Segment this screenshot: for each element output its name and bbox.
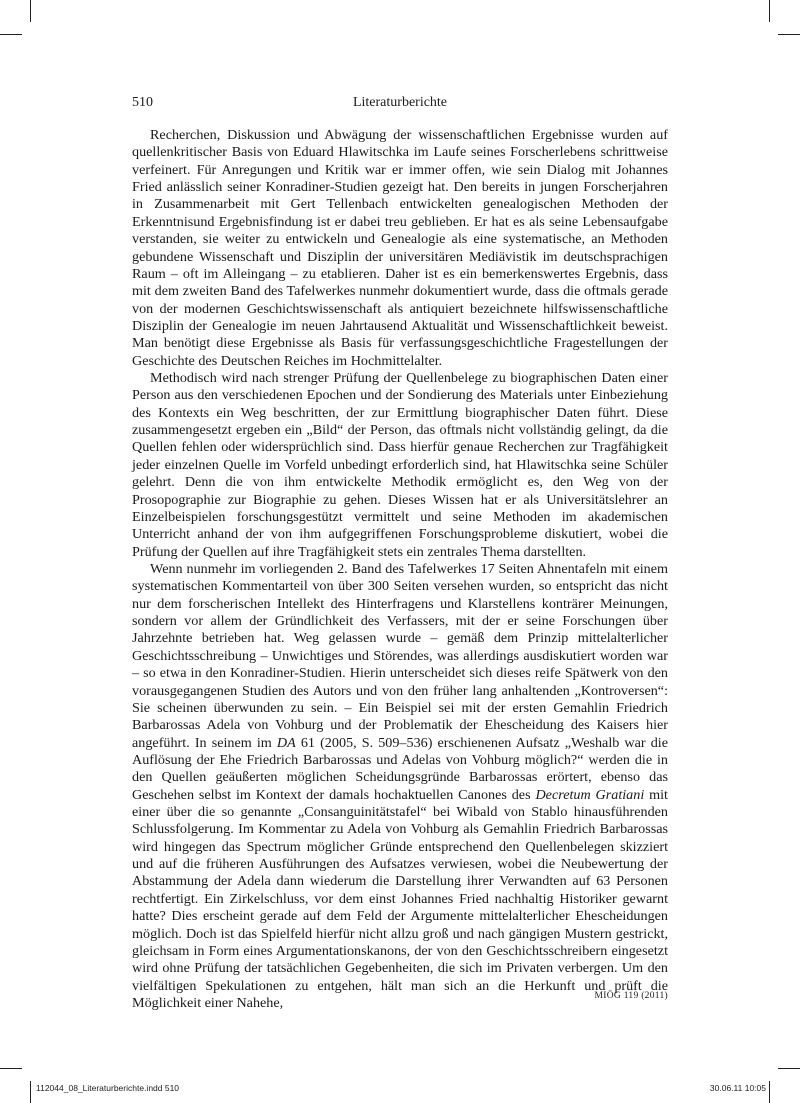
work-title: Decretum Gratiani bbox=[535, 786, 645, 803]
journal-footer: MIÖG 119 (2011) bbox=[594, 991, 668, 1001]
crop-mark bbox=[778, 1068, 800, 1069]
crop-mark bbox=[30, 1081, 31, 1103]
crop-mark bbox=[769, 1081, 770, 1103]
paragraph bbox=[132, 370, 668, 561]
paragraph-text: Wenn nunmehr im vorliegenden 2. Band des Tafelwerkes 17 Seiten Ahnentafeln mit einem systematischen Kommentarteil von über 300 Seiten versehen wurden, so entspricht das nicht nur dem forscherischen Intellekt des Hinterfragens und Klarstellens konträrer Meinungen, sondern vor allem der Gründlichkeit des Verfassers, mit der er seine Forschungen über Jahrzehnte betrieben hat. Weg gelassen wurde – gemäß dem Prinzip mittelalterlicher Geschichtsschreibung – Unwichtiges und Störendes, was allerdings ausdiskutiert worden war – so etwa in den Konradiner-Studien. Hierin unterscheidet sich dieses reife Spätwerk von den vorausgegangenen Studien des Autors und von den früher lang anhaltenden „Kontroversen“: Sie scheinen überwunden zu sein. – Ein Beispiel sei mit der ersten Gemahlin Friedrich Barbarossas Adela von Vohburg und der Problematik der Ehescheidung des Kaisers hier angeführt. In seinem im bbox=[132, 560, 668, 751]
crop-mark bbox=[30, 0, 31, 22]
page-number: 510 bbox=[132, 95, 153, 110]
crop-mark bbox=[0, 1068, 22, 1069]
journal-abbrev: DA bbox=[276, 734, 296, 751]
paragraph bbox=[132, 127, 668, 370]
paragraph-text: mit einer über die so genannte „Consanguinitätstafel“ bei Wibald von Stablo hinausführenden Schlussfolgerung. Im Kommentar zu Adela von Vohburg als Gemahlin Friedrich Barbarossas wird hingegen das Spectrum möglicher Gründe entsprechend den Quellenbelegen skizziert und auf die früheren Ausführungen des Aufsatzes verwiesen, wobei die Neubewertung der Abstammung der Adela dann wiederum die Darstellung ihrer Verwandten auf 63 Personen rechtfertigt. Ein Zirkelschluss, vor dem einst Johannes Fried nachhaltig Historiker gewarnt hatte? Dies erscheint gerade auf dem Feld der Argumente mittelalterlicher Ehescheidungen möglich. Doch ist das Spielfeld hierfür nicht allzu groß und nach gängigen Mustern gestrickt, gleichsam in Form eines Argumentationskanons, der von den Geschichtsschreibern eingesetzt wird ohne Prüfung der tatsächlichen Gegebenheiten, die sich im Privaten verbergen. Um den vielfältigen Spekulationen zu entgehen, hält man sich an die Herkunft und prüft die Möglichkeit einer Nahehe, bbox=[132, 786, 668, 1011]
slug-datetime: 30.06.11 10:05 bbox=[709, 1083, 766, 1093]
slug-filename: 112044_08_Literaturberichte.indd 510 bbox=[36, 1083, 180, 1093]
paragraph-text: 61 (2005, S. 509–536) erschienenen Aufsatz „Weshalb war die Auflösung der Ehe Friedrich Barbarossas und Adelas von Vohburg möglich?“ werden die in den Quellen geäußerten möglichen Scheidungsgründe Barbarossas erörtert, ebenso das Geschehen selbst im Kontext der damals hochaktuellen Canones des bbox=[132, 734, 669, 803]
running-header bbox=[132, 95, 668, 115]
running-title: Literaturberichte bbox=[352, 95, 448, 110]
crop-mark bbox=[0, 34, 22, 35]
crop-mark bbox=[769, 0, 770, 22]
paragraph-text: Recherchen, Diskussion und Abwägung der wissenschaftlichen Ergebnisse wurden auf quellenkritischer Basis von Eduard Hlawitschka im Laufe seines Forscherlebens schrittweise verfeinert. Für Anregungen und Kritik war er immer offen, wie sein Dialog mit Johannes Fried anlässlich seiner Konradiner-Studien gezeigt hat. Den bereits in jungen Forscherjahren in Zusammenarbeit mit Gert Tellenbach entwickelten genealogischen Methoden der Erkenntnisund Ergebnisfindung ist er dabei treu geblieben. Er hat es als seine Lebensaufgabe verstanden, sie weiter zu entwickeln und Genealogie als eine systematische, an Methoden gebundene Wissenschaft und Disziplin der universitären Mediävistik im deutschsprachigen Raum – oft im Alleingang – zu etablieren. Daher ist es ein bemerkenswertes Ergebnis, dass mit dem zweiten Band des Tafelwerkes nunmehr dokumentiert wurde, dass die oftmals gerade von der modernen Geschichtswissenschaft als antiquiert bezeichnete hilfswissenschaftliche Disziplin der Genealogie im neuen Jahrtausend Aktualität und Wissenschaftlichkeit beweist. Man benötigt diese Ergebnisse als Basis für verfassungsgeschichtliche Fragestellungen der Geschichte des Deutschen Reiches im Hochmittelalter. bbox=[132, 127, 668, 369]
paragraph bbox=[132, 561, 668, 1012]
paragraph-text: Methodisch wird nach strenger Prüfung der Quellenbelege zu biographischen Daten einer Person aus den verschiedenen Epochen und der Sondierung des Materials unter Einbeziehung des Kontexts ein Weg beschritten, der zur Ermittlung biographischer Daten führt. Diese zusammengesetzt ergeben ein „Bild“ der Person, das oftmals nicht vollständig gelingt, da die Quellen fehlen oder widersprüchlich sind. Dass hierfür genaue Recherchen zur Tragfähigkeit jeder einzelnen Quelle im Vorfeld unbedingt erforderlich sind, hat Hlawitschka seine Schüler gelehrt. Denn die von ihm entwickelte Methodik ermöglicht es, den Weg von der Prosopographie zur Biographie zu gehen. Dieses Wissen hat er als Universitätslehrer an Einzelbeispielen forschungsgestützt vermittelt und seine Methoden im akademischen Unterricht anhand der von ihm aufgegriffenen Forschungsprobleme diskutiert, wobei die Prüfung der Quellen auf ihre Tragfähigkeit stets ein zentrales Thema darstellten. bbox=[132, 370, 668, 560]
crop-mark bbox=[778, 34, 800, 35]
body-text bbox=[132, 127, 668, 1012]
